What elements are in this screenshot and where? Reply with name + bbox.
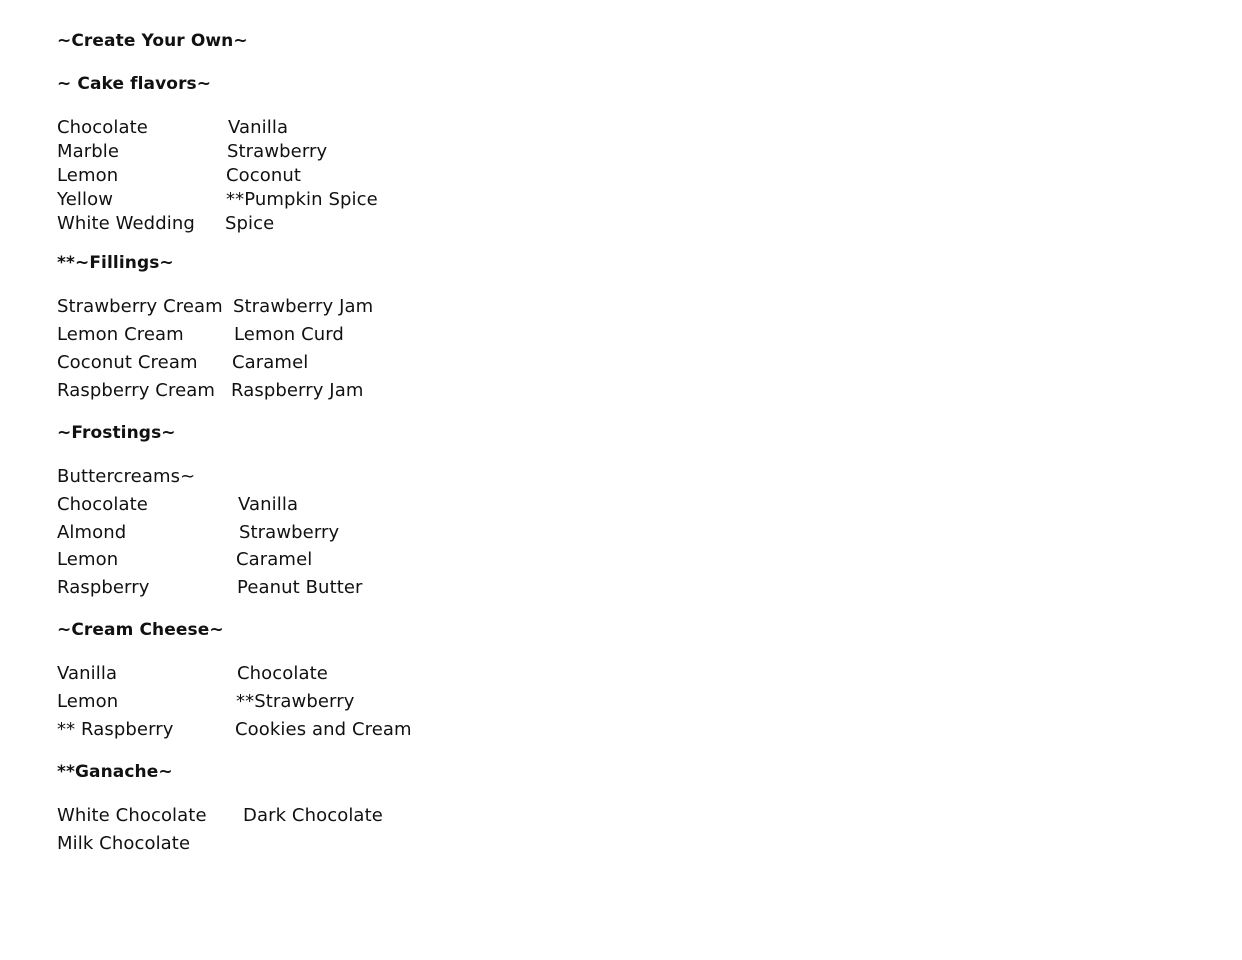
cream-cheese-item: Cookies and Cream [235,719,412,740]
frosting-item: Raspberry [57,577,150,598]
page-title: ~Create Your Own~ [57,31,248,51]
frosting-item: Strawberry [239,522,340,543]
fillings-heading: **~Fillings~ [57,253,174,273]
ganache-item: Dark Chocolate [243,805,383,826]
cream-cheese-item: Vanilla [57,663,118,684]
filling-item: Lemon Curd [234,324,344,345]
ganache-item: Milk Chocolate [57,833,191,854]
frosting-item: Vanilla [238,494,299,515]
cake-flavor-item: Chocolate [57,117,148,138]
filling-item: Coconut Cream [57,352,198,373]
cake-flavor-item: Lemon [57,165,119,186]
ganache-heading: **Ganache~ [57,762,173,782]
cream-cheese-item: ** Raspberry [57,719,174,740]
cream-cheese-item: Chocolate [237,663,328,684]
cake-flavor-item: Vanilla [228,117,289,138]
frosting-item: Almond [57,522,127,543]
cake-flavor-item: White Wedding [57,213,195,234]
ganache-item: White Chocolate [57,805,207,826]
filling-item: Raspberry Jam [231,380,364,401]
filling-item: Strawberry Jam [233,296,374,317]
filling-item: Raspberry Cream [57,380,216,401]
frosting-item: Lemon [57,549,119,570]
buttercreams-subheading: Buttercreams~ [57,466,196,487]
cake-flavor-item: Marble [57,141,120,162]
filling-item: Strawberry Cream [57,296,223,317]
frosting-item: Peanut Butter [237,577,363,598]
cake-flavor-item: Spice [225,213,275,234]
frostings-heading: ~Frostings~ [57,423,176,443]
frosting-item: Caramel [236,549,313,570]
cake-flavor-item: Yellow [57,189,114,210]
cream-cheese-heading: ~Cream Cheese~ [57,620,224,640]
frosting-item: Chocolate [57,494,148,515]
filling-item: Lemon Cream [57,324,184,345]
cake-flavors-heading: ~ Cake flavors~ [57,74,212,94]
cake-flavor-item: Coconut [226,165,302,186]
cream-cheese-item: **Strawberry [236,691,355,712]
cake-flavor-item: **Pumpkin Spice [226,189,378,210]
cake-flavor-item: Strawberry [227,141,328,162]
filling-item: Caramel [232,352,309,373]
cream-cheese-item: Lemon [57,691,119,712]
